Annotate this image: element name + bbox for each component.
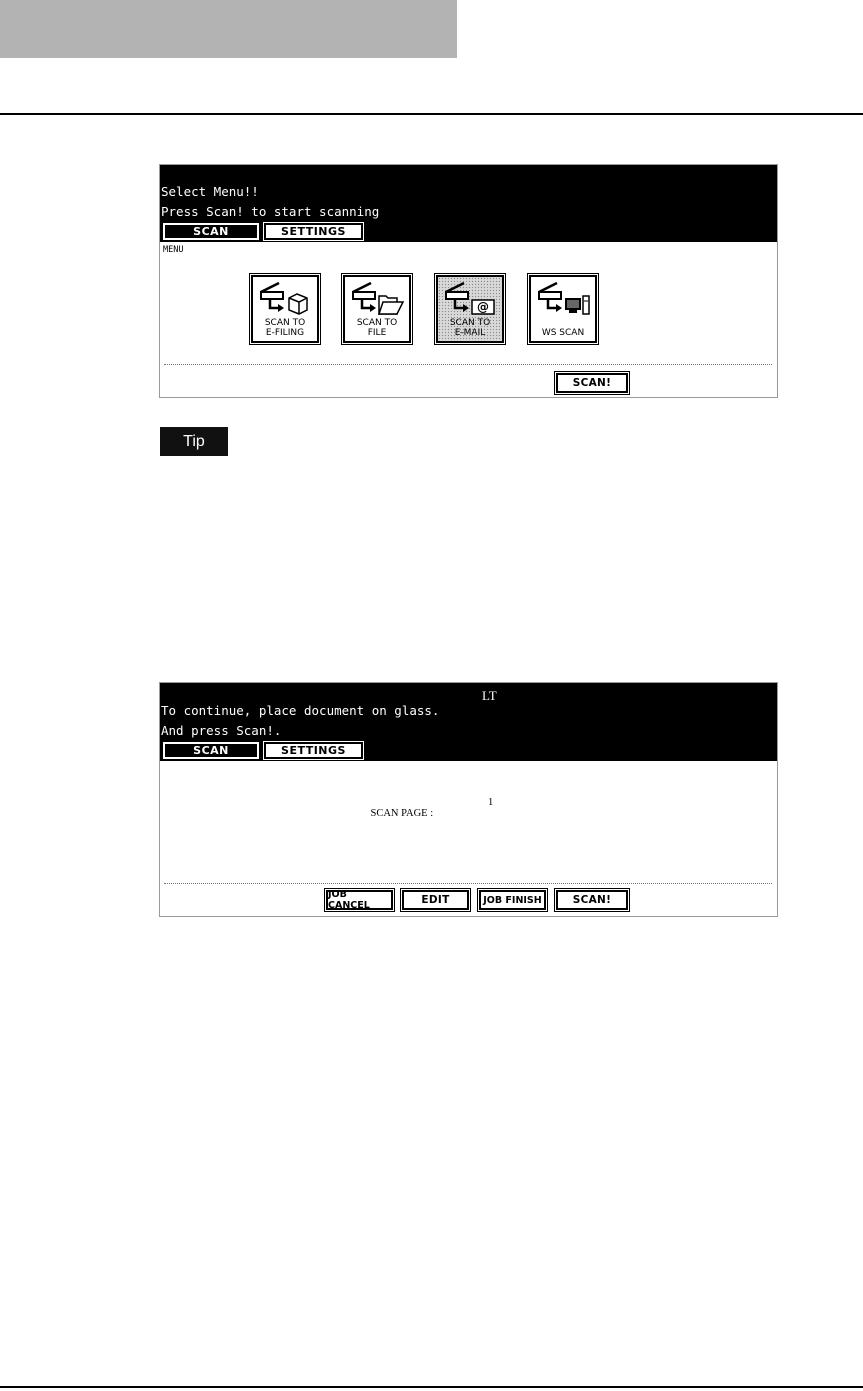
scan-to-file-label: SCAN TO FILE [356,318,398,338]
job-cancel-button[interactable]: JOB CANCEL [326,890,393,910]
scan-continue-screen [159,682,778,917]
message-area [160,683,777,761]
message-line-1: To continue, place document on glass. [161,703,440,718]
paper-size: LT [482,688,497,703]
tab-scan[interactable]: SCAN [163,742,259,759]
scan-to-email-button[interactable] [436,275,504,343]
message-line-1: Select Menu!! [161,184,259,199]
scan-to-efiling-button[interactable] [251,275,319,343]
scan-page-readout [360,797,494,841]
ws-scan-label: WS SCAN [541,328,585,338]
ws-scan-icon [535,280,591,316]
scan-to-efiling-label: SCAN TO E-FILING [264,318,306,338]
scan-to-file-icon [349,280,405,316]
scan-button[interactable]: SCAN! [556,890,628,910]
message-line-2: Press Scan! to start scanning [161,204,380,219]
tip-label: Tip [160,427,228,456]
scan-page-value: 1 [488,797,494,808]
menu-label: MENU [163,245,184,255]
footer-rule [0,1386,863,1388]
job-finish-button[interactable]: JOB FINISH [479,890,546,910]
scan-to-file-button[interactable] [343,275,411,343]
scan-page-label: SCAN PAGE : [370,808,434,819]
edit-button[interactable]: EDIT [402,890,469,910]
ws-scan-button[interactable] [529,275,597,343]
scan-to-email-icon [442,280,498,316]
header-bar [0,0,457,58]
divider [164,364,772,365]
header-rule [0,113,863,115]
tab-settings[interactable]: SETTINGS [264,742,363,759]
tab-settings[interactable]: SETTINGS [264,223,363,240]
scan-button[interactable]: SCAN! [556,373,628,393]
divider [164,883,772,884]
tab-scan[interactable]: SCAN [163,223,259,240]
scan-menu-screen [159,164,778,398]
scan-to-email-label: SCAN TO E-MAIL [449,318,491,338]
svg-text:@: @ [477,300,489,314]
message-line-2: And press Scan!. [161,723,282,738]
scan-to-efiling-icon [257,280,313,316]
message-area [160,165,777,242]
